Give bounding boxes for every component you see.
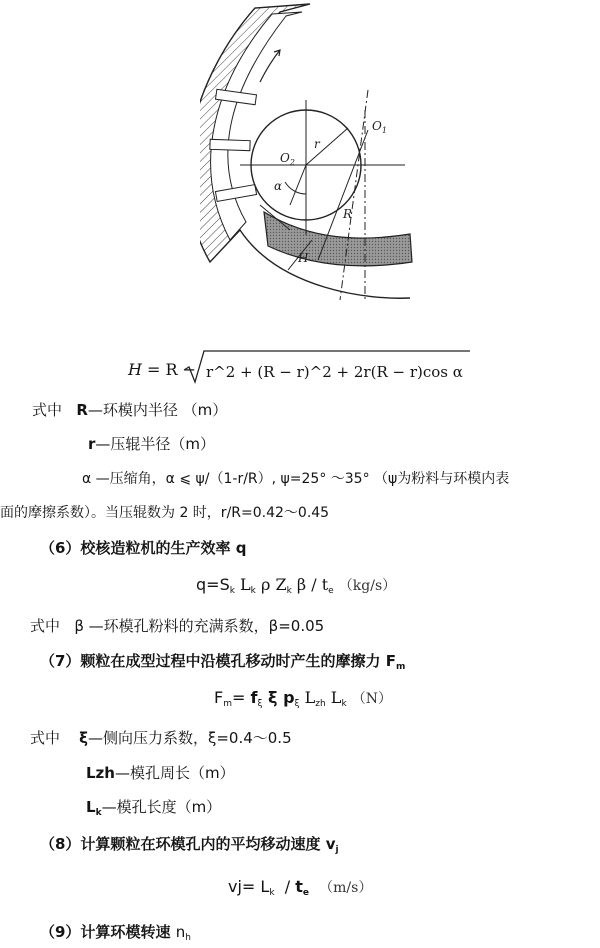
sec9-heading-sub: h	[185, 933, 191, 943]
defs1-r-symbol: r	[88, 435, 96, 453]
defs1-line-alpha-cont: 面的摩擦系数）。当压辊数为 2 时，r/R=0.42～0.45	[0, 505, 330, 521]
sec8-formula	[228, 877, 372, 903]
alpha-arc	[285, 182, 306, 194]
defs1-r-text: —压辊半径（m）	[95, 435, 216, 453]
sec6-heading-symbol: q	[235, 539, 247, 557]
sec7-heading-sub: m	[395, 662, 406, 672]
sec8-f-t: t	[295, 877, 303, 896]
defs1-line-rr	[88, 434, 215, 454]
sec7-f-Lk: L	[325, 688, 342, 707]
defs1-R-symbol: R	[76, 401, 88, 419]
label-o1: $O_1$	[372, 119, 387, 135]
sec7-f-sub4: zh	[315, 699, 326, 709]
ring-die-roller-diagram	[200, 0, 440, 310]
sec7-def-lk-symbol: L	[86, 798, 96, 816]
sec6-f-q: q=S	[196, 575, 230, 594]
formula-h-eq: = R −	[141, 360, 197, 379]
sec7-heading-text: （7）颗粒在成型过程中沿模孔移动时产生的摩擦力	[40, 652, 381, 670]
sec6-def-prefix: 式中	[30, 617, 61, 635]
label-o2: $O_2$	[280, 151, 295, 167]
sec7-def-xi-text: —侧向压力系数，ξ=0.4～0.5	[87, 729, 292, 747]
sec7-def-xi	[30, 728, 292, 748]
ring-die-channel	[211, 12, 302, 240]
sec7-f-unit: （N）	[351, 691, 392, 707]
sec7-def-lzh-symbol: Lzh	[86, 764, 115, 782]
sec7-f-L: L	[304, 688, 316, 707]
sec8-heading-text: （8）计算颗粒在环模孔内的平均移动速度	[40, 835, 321, 853]
sec7-f-sub5: k	[341, 699, 347, 709]
sec7-def-lzh	[86, 763, 235, 783]
rotation-arrow	[260, 50, 280, 82]
sec7-def-lk-text: —模孔长度（m）	[101, 798, 222, 816]
sec9-heading-symbol: n	[175, 923, 186, 941]
sec6-f-rho: ρ Z	[260, 575, 287, 594]
label-H: H	[298, 251, 309, 265]
sec8-f-sub2: e	[302, 888, 309, 898]
sec7-heading-symbol: F	[385, 652, 396, 670]
sec6-def	[30, 616, 324, 636]
defs1-line-r	[32, 400, 227, 420]
sec7-f-eq: =	[231, 688, 251, 707]
sec6-f-sub4: e	[328, 586, 334, 596]
label-r: r	[314, 137, 320, 151]
sec6-heading-text: （6）校核造粒机的生产效率	[40, 539, 231, 557]
sec6-def-text: β —环模孔粉料的充满系数，β=0.05	[74, 617, 325, 635]
label-R: R	[343, 207, 353, 221]
sec9-heading-text: （9）计算环模转速	[40, 923, 171, 941]
sec7-def-lk	[86, 797, 221, 823]
compressed-material	[264, 212, 412, 266]
sec6-f-L: L	[240, 575, 251, 594]
sec7-f-sub2: ξ	[257, 699, 263, 709]
sec7-def-lk-sub: k	[95, 808, 102, 818]
sec7-f-f: f	[250, 688, 258, 707]
sec8-heading-symbol: v	[325, 835, 336, 853]
sec7-f-sub1: m	[223, 699, 232, 709]
sec8-heading	[40, 834, 339, 860]
sec6-f-unit: （kg/s）	[338, 578, 397, 594]
sec7-f-sub3: ξ	[294, 699, 300, 709]
sec7-f-F: F	[214, 688, 224, 707]
sec6-f-sub1: k	[229, 586, 235, 596]
label-alpha: α	[274, 179, 283, 193]
sec6-f-sub2: k	[250, 586, 256, 596]
sec6-heading	[40, 538, 246, 558]
sec8-f-unit: （m/s）	[319, 880, 373, 896]
sec8-f-vj: vj= L	[228, 877, 270, 896]
defs1-R-text: —环模内半径 （m）	[87, 401, 228, 419]
formula-h-radicand: r^2 + (R − r)^2 + 2r(R − r)cos α	[206, 363, 463, 381]
sec7-heading	[40, 651, 405, 677]
sec7-def-prefix: 式中	[30, 729, 61, 747]
sec7-def-lzh-text: —模孔周长（m）	[114, 764, 235, 782]
formula-h-lhs: H	[128, 360, 142, 379]
sec8-heading-sub: j	[335, 845, 339, 855]
sec7-f-xi: ξ	[262, 688, 284, 707]
sec8-f-sub1: k	[269, 888, 275, 898]
sec8-f-slash: /	[284, 877, 296, 896]
sec6-f-sub3: k	[286, 586, 292, 596]
sec9-heading	[40, 922, 191, 948]
sec7-formula	[214, 688, 392, 714]
sec6-formula	[196, 575, 396, 601]
sec6-f-beta: β / t	[296, 575, 329, 594]
sec7-def-xi-symbol: ξ	[79, 729, 88, 747]
sec7-f-p: p	[283, 688, 295, 707]
defs1-line-alpha: α —压缩角，α ⩽ ψ/（1-r/R）, ψ=25° ～35° （ψ为粉料与环模内表	[82, 471, 510, 487]
defs1-prefix: 式中	[32, 401, 63, 419]
